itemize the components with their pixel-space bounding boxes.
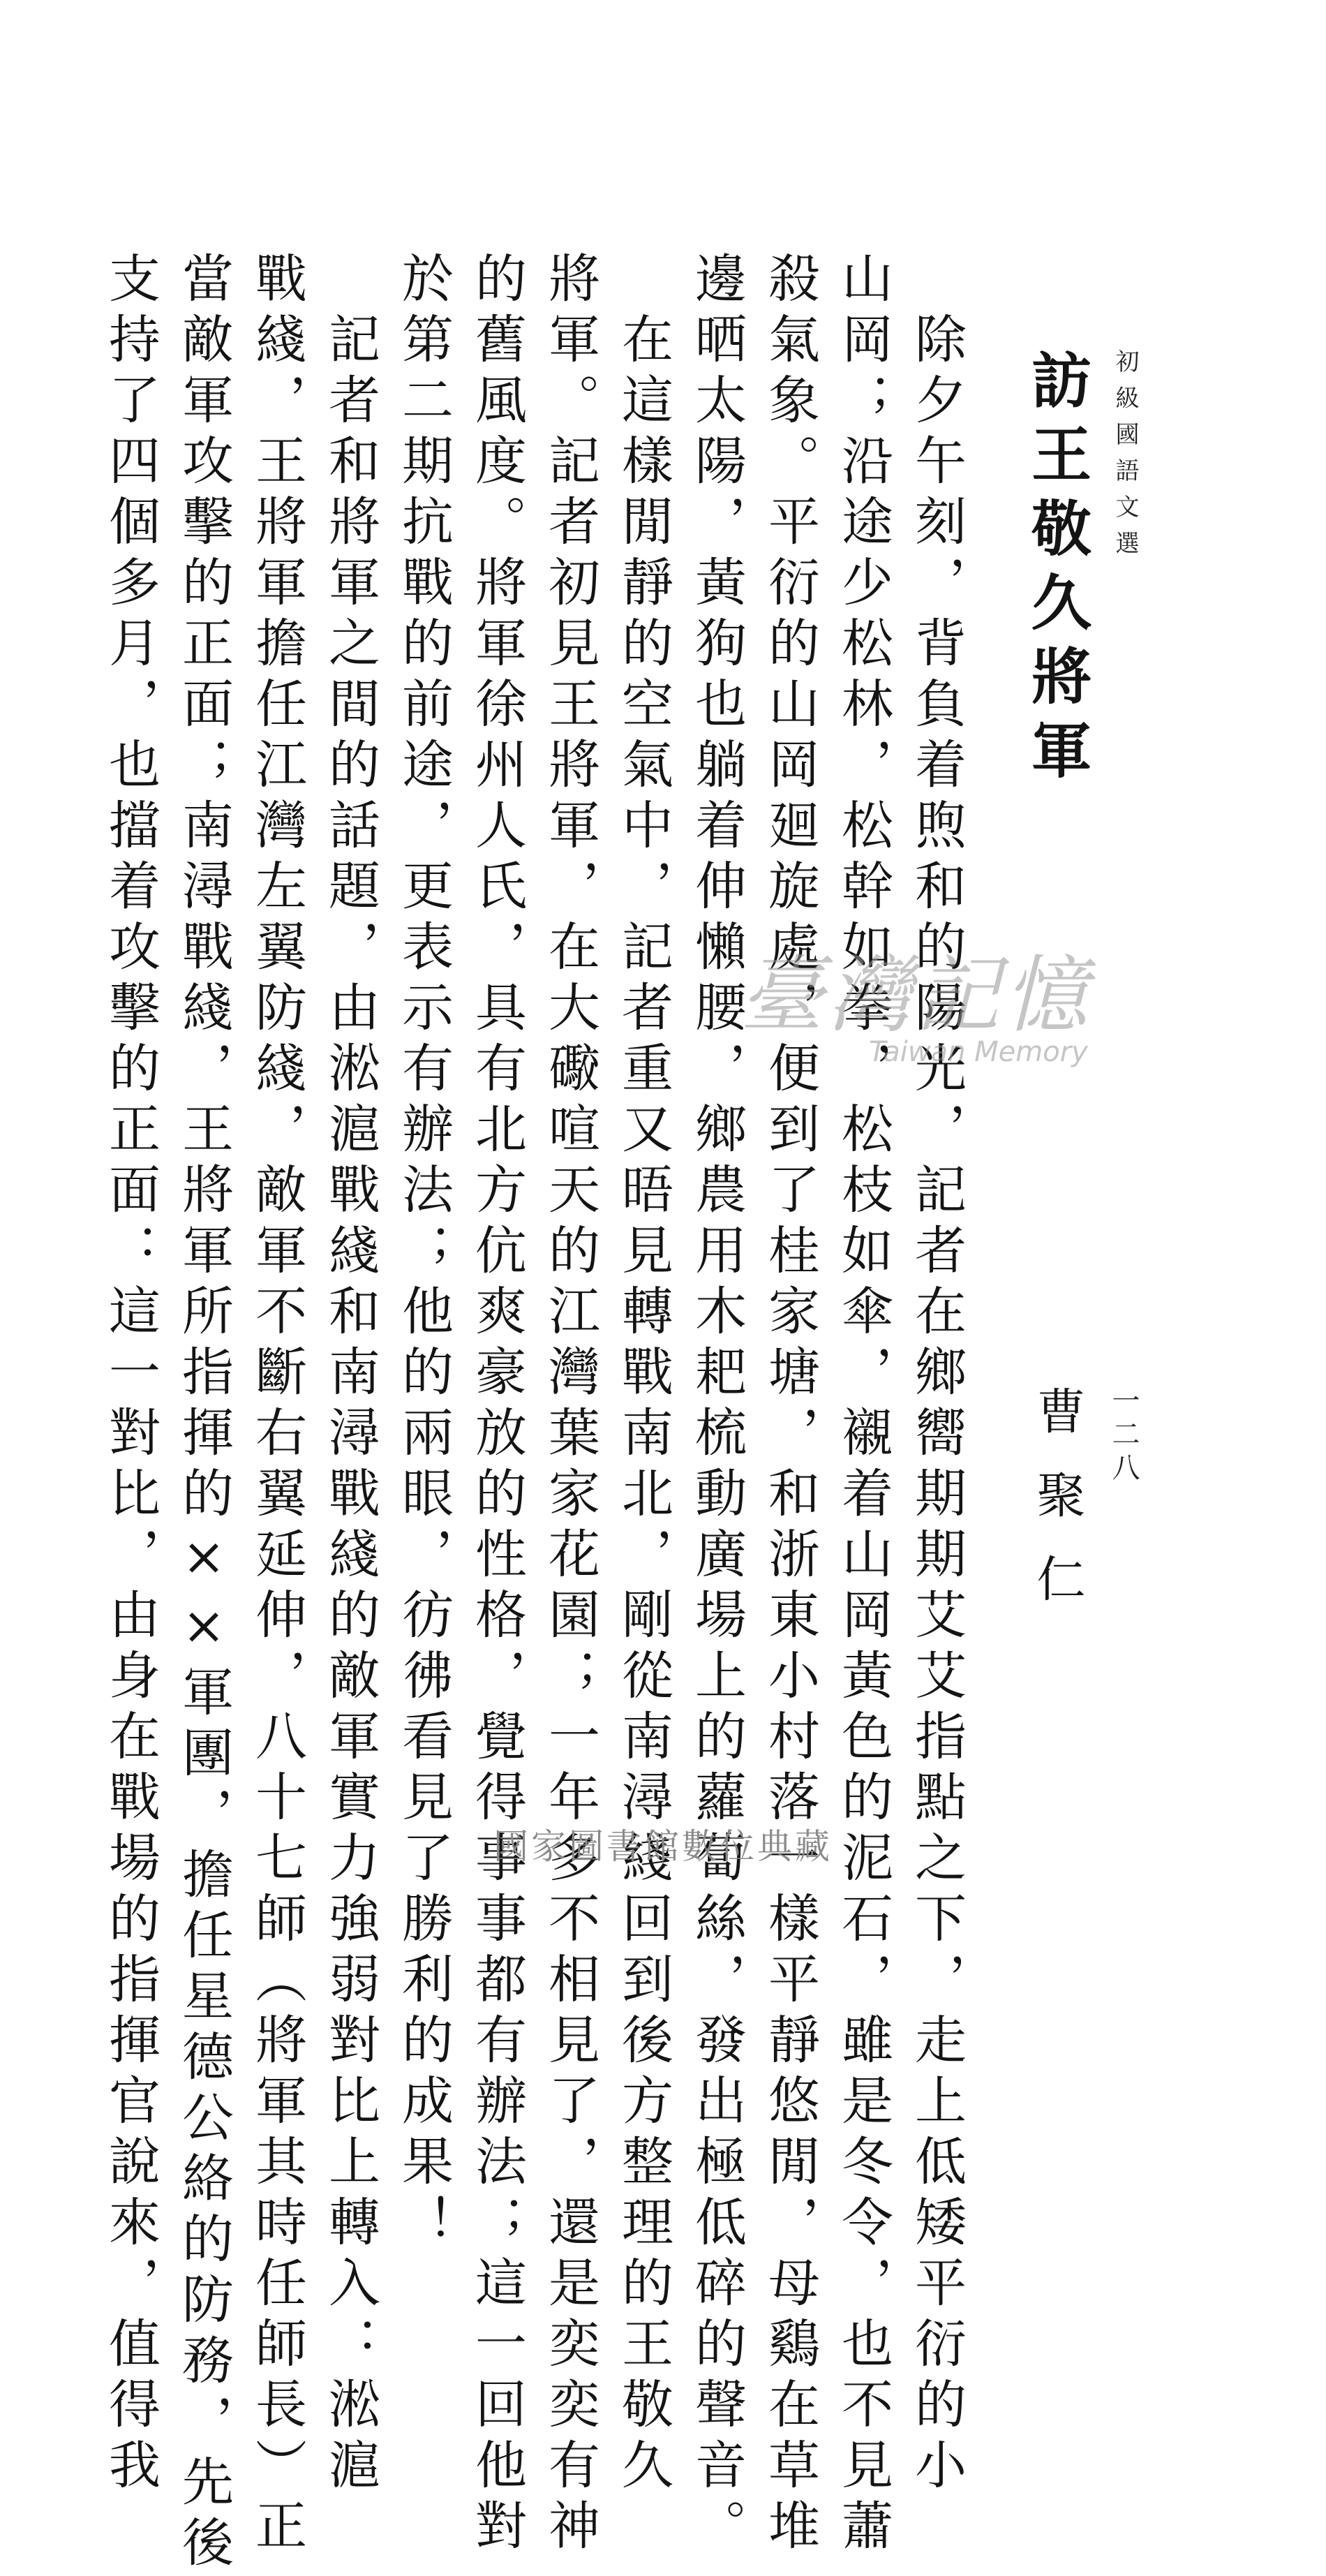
running-header: 初級國語文選: [1111, 349, 1139, 567]
body-column: 戰綫，王將軍擔任江灣左翼防綫，敵軍不斷右翼延伸，八十七師（將軍其時任師長）正: [247, 251, 307, 2559]
footer-library-credit: 國家圖書館數位典藏: [493, 1826, 833, 1867]
page-number: 一二八: [1108, 1386, 1140, 1486]
body-column: 除夕午刻，背負着煦和的陽光，記者在鄉嚮期期艾艾指點之下，走上低矮平衍的小: [907, 251, 967, 2499]
body-column: 記者和將軍之間的話題，由淞滬戰綫和南潯戰綫的敵軍實力強弱對比上轉入：淞滬: [320, 251, 380, 2499]
body-column: 於第二期抗戰的前途，更表示有辦法；他的兩眼，彷彿看見了勝利的成果！: [394, 251, 454, 2256]
watermark-cn: 臺灣記憶: [740, 947, 1092, 1044]
body-column: 在這樣閒靜的空氣中，記者重又晤見轉戰南北，剛從南潯綫回到後方整理的王敬久: [613, 251, 673, 2499]
article-author: 曹聚仁: [1029, 1386, 1086, 1637]
watermark-en: Taiwan Memory: [869, 1036, 1088, 1068]
body-column: 山岡；沿途少松林，松幹如拳，松枝如傘，襯着山岡黃色的泥石，雖是冬令，也不見蕭: [833, 251, 893, 2559]
body-column: 將軍。記者初見王將軍，在大礮喧天的江灣葉家花園；一年多不相見了，還是奕奕有神: [540, 251, 600, 2559]
body-column: 殺氣象。平衍的山岡廻旋處，便到了桂家塘，和浙東小村落一樣平靜悠閒，母鷄在草堆: [760, 251, 820, 2559]
watermark: [740, 928, 1092, 1068]
article-title: 訪王敬久將軍: [1021, 349, 1092, 793]
body-column: 的舊風度。將軍徐州人氏，具有北方伉爽豪放的性格，覺得事事都有辦法；這一回他對: [467, 251, 527, 2559]
body-column: 當敵軍攻擊的正面；南潯戰綫，王將軍所指揮的××軍團，擔任星德公絡的防務，先後: [174, 251, 234, 2576]
body-column: 邊晒太陽，黃狗也躺着伸懶腰，鄉農用木耙梳動廣場上的蘿蔔絲，發出極低碎的聲音。: [687, 251, 747, 2559]
body-column: 支持了四個多月，也擋着攻擊的正面：這一對比，由身在戰場的指揮官說來，值得我: [100, 251, 161, 2499]
